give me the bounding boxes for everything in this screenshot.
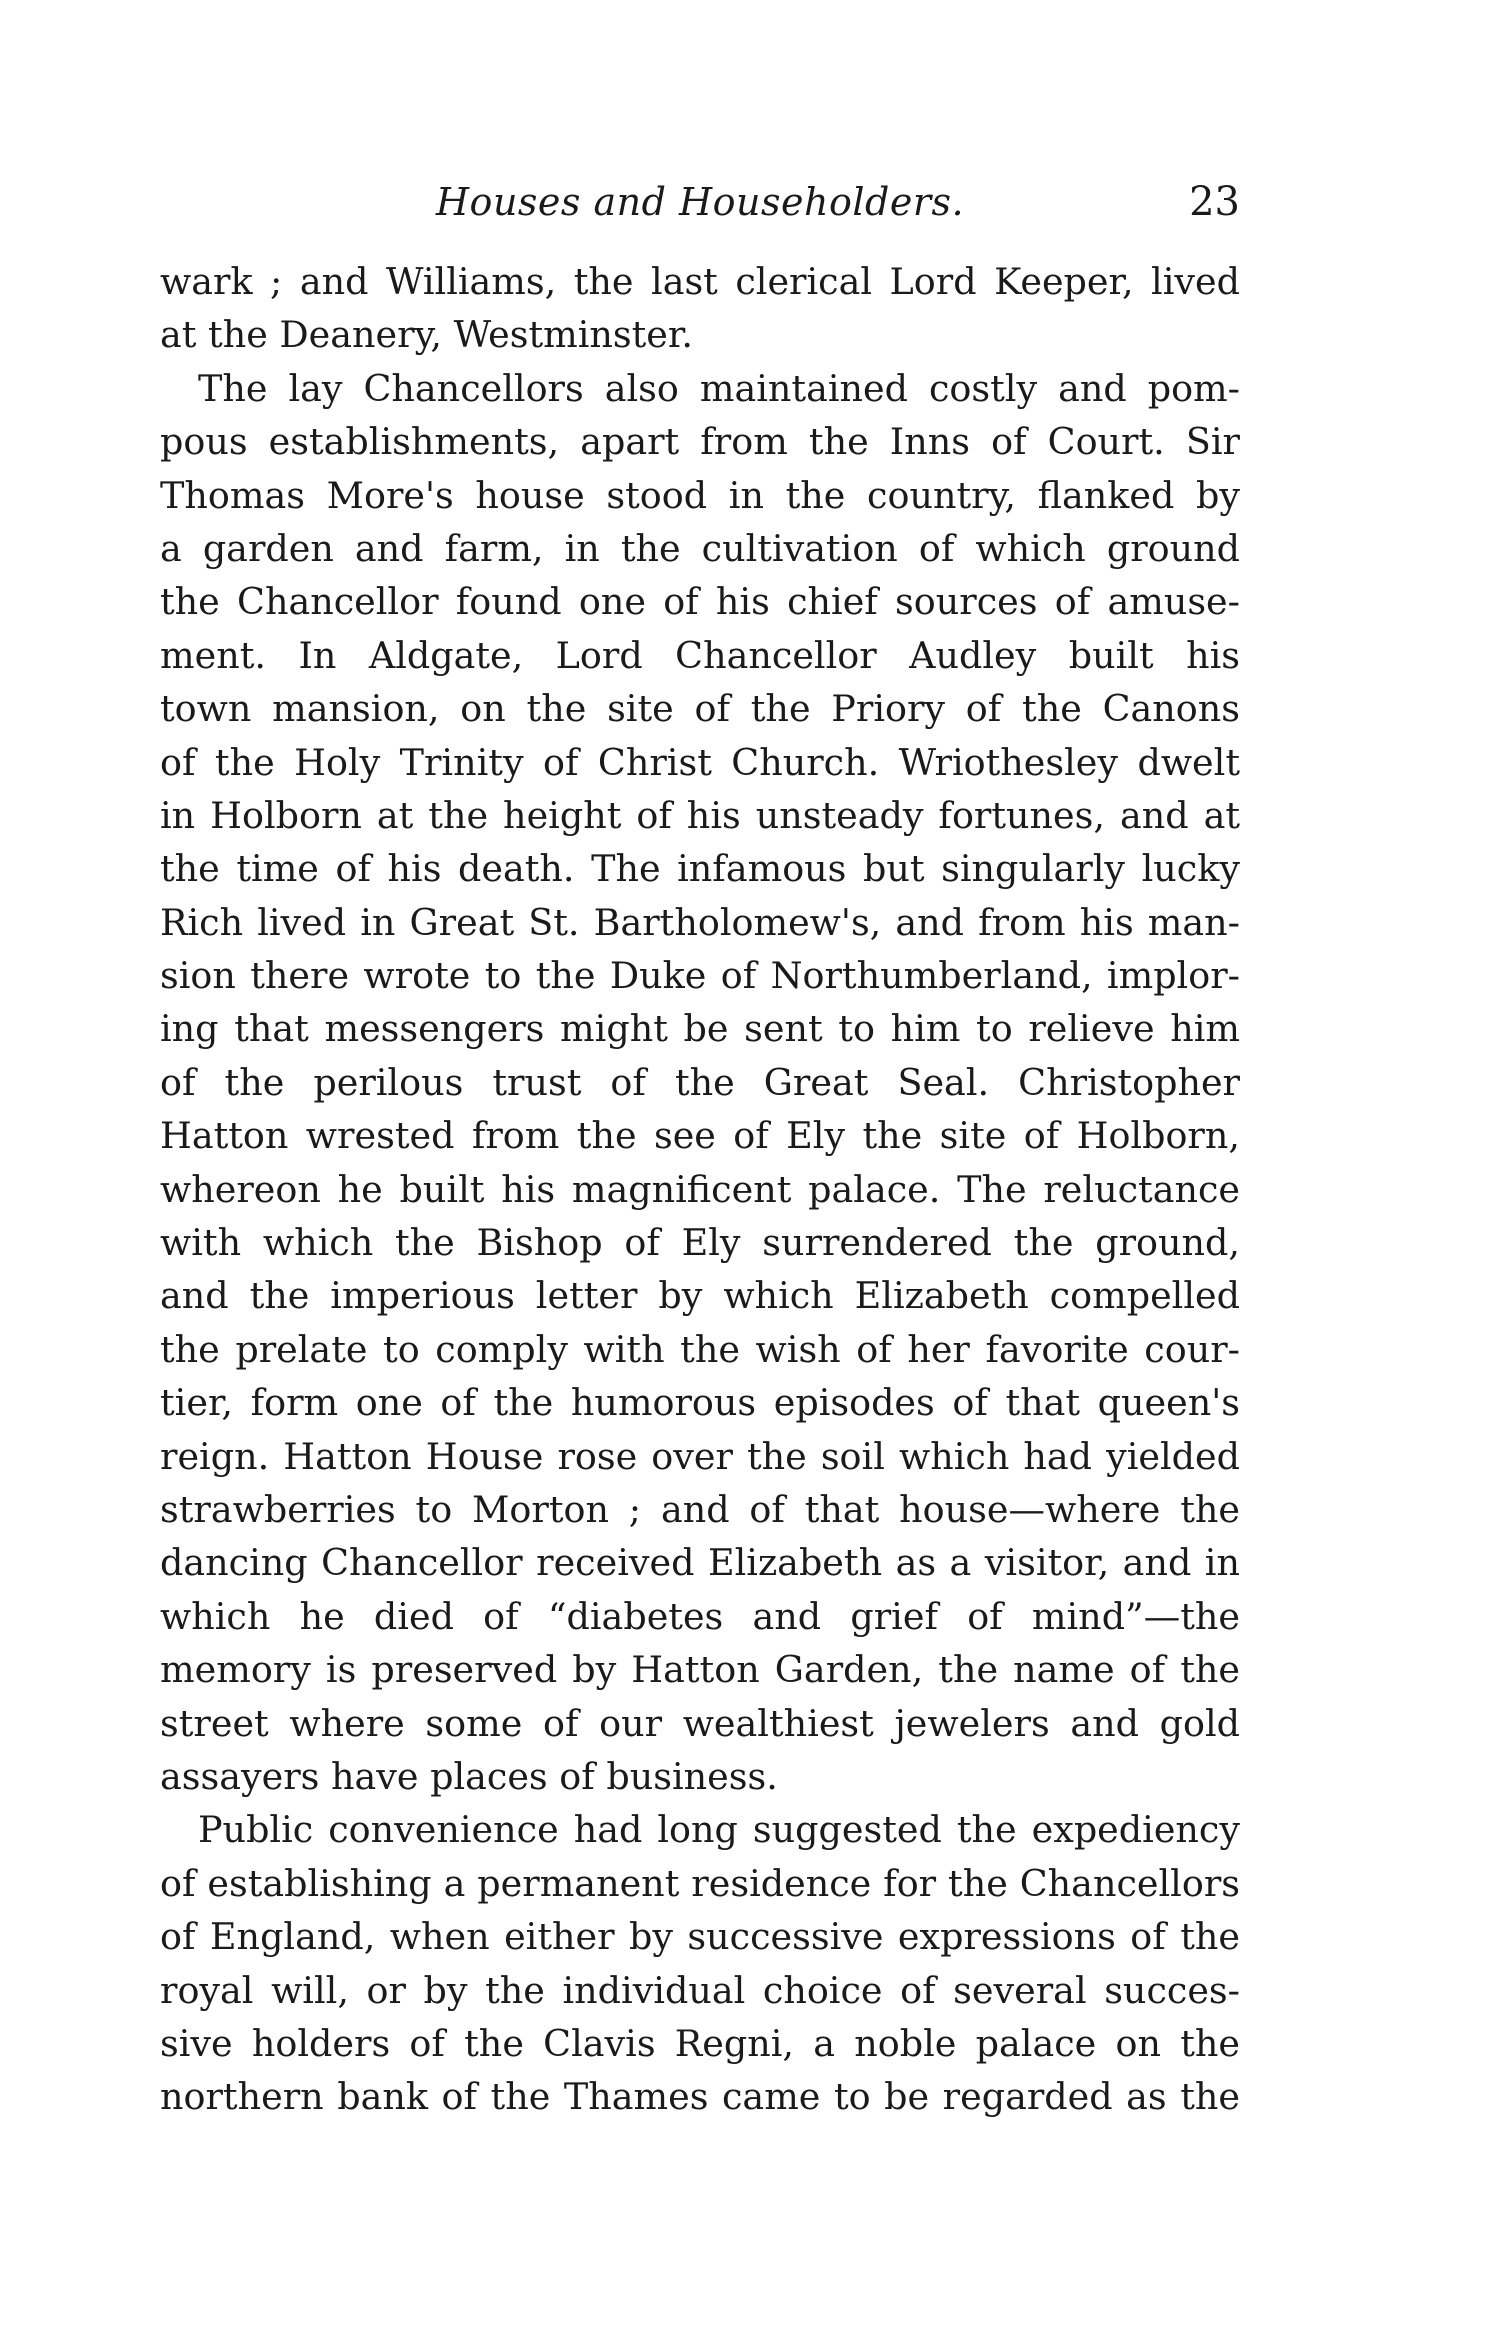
text-line: of England, when either by successive expressions of the (160, 1915, 1240, 1959)
text-line: the Chancellor found one of his chief sources of amuse- (160, 580, 1240, 624)
text-line: which he died of “diabetes and grief of mind”—the (160, 1594, 1240, 1638)
text-line: northern bank of the Thames came to be regarded as the (160, 2075, 1240, 2119)
text-line: street where some of our wealthiest jewelers and gold (160, 1701, 1240, 1745)
text-line: of establishing a permanent residence for the Chancellors (160, 1861, 1240, 1905)
text-line: assayers have places of business. (160, 1754, 778, 1798)
body-text (160, 255, 1240, 2124)
text-line: a garden and farm, in the cultivation of which ground (160, 526, 1240, 570)
text-line: wark ; and Williams, the last clerical Lord Keeper, lived (160, 260, 1240, 303)
text-line: reign. Hatton House rose over the soil which had yielded (160, 1434, 1240, 1478)
text-line: town mansion, on the site of the Priory of the Canons (160, 687, 1240, 731)
text-line: dancing Chancellor received Elizabeth as a visitor, and in (160, 1541, 1240, 1585)
text-line: and the imperious letter by which Elizabeth compelled (160, 1274, 1240, 1318)
text-line: ment. In Aldgate, Lord Chancellor Audley built his (160, 633, 1240, 677)
text-line: strawberries to Morton ; and of that house—where the (160, 1487, 1240, 1531)
text-line: Hatton wrested from the see of Ely the site of Holborn, (160, 1114, 1240, 1158)
text-line: of the perilous trust of the Great Seal. Christopher (160, 1060, 1240, 1104)
text-line: in Holborn at the height of his unsteady fortunes, and at (160, 793, 1240, 837)
running-title: Houses and Householders. (435, 180, 965, 224)
text-line: sive holders of the Clavis Regni, a noble palace on the (160, 2021, 1240, 2065)
text-line: Thomas More's house stood in the country, flanked by (160, 473, 1240, 517)
text-line: ing that messengers might be sent to him to relieve him (160, 1007, 1240, 1051)
text-line: at the Deanery, Westminster. (160, 313, 693, 357)
text-line: pous establishments, apart from the Inns of Court. Sir (160, 420, 1240, 464)
text-line: tier, form one of the humorous episodes of that queen's (160, 1381, 1240, 1425)
text-line: The lay Chancellors also maintained costly and pom- (198, 366, 1240, 410)
text-line: the prelate to comply with the wish of her favorite cour- (160, 1327, 1240, 1371)
text-line: with which the Bishop of Ely surrendered the ground, (160, 1221, 1240, 1265)
text-line: sion there wrote to the Duke of Northumberland, implor- (160, 954, 1240, 998)
text-line: of the Holy Trinity of Christ Church. Wriothesley dwelt (160, 740, 1240, 784)
text-line: royal will, or by the individual choice of several succes- (160, 1968, 1240, 2012)
text-line: memory is preserved by Hatton Garden, the name of the (160, 1648, 1240, 1692)
text-line: the time of his death. The infamous but singularly lucky (160, 847, 1240, 891)
text-line: Rich lived in Great St. Bartholomew's, and from his man- (160, 900, 1240, 944)
text-line: Public convenience had long suggested the expediency (198, 1808, 1240, 1852)
text-line: whereon he built his magnificent palace. The reluctance (160, 1167, 1240, 1211)
running-head (160, 172, 1240, 232)
page-number: 23 (1189, 179, 1240, 225)
